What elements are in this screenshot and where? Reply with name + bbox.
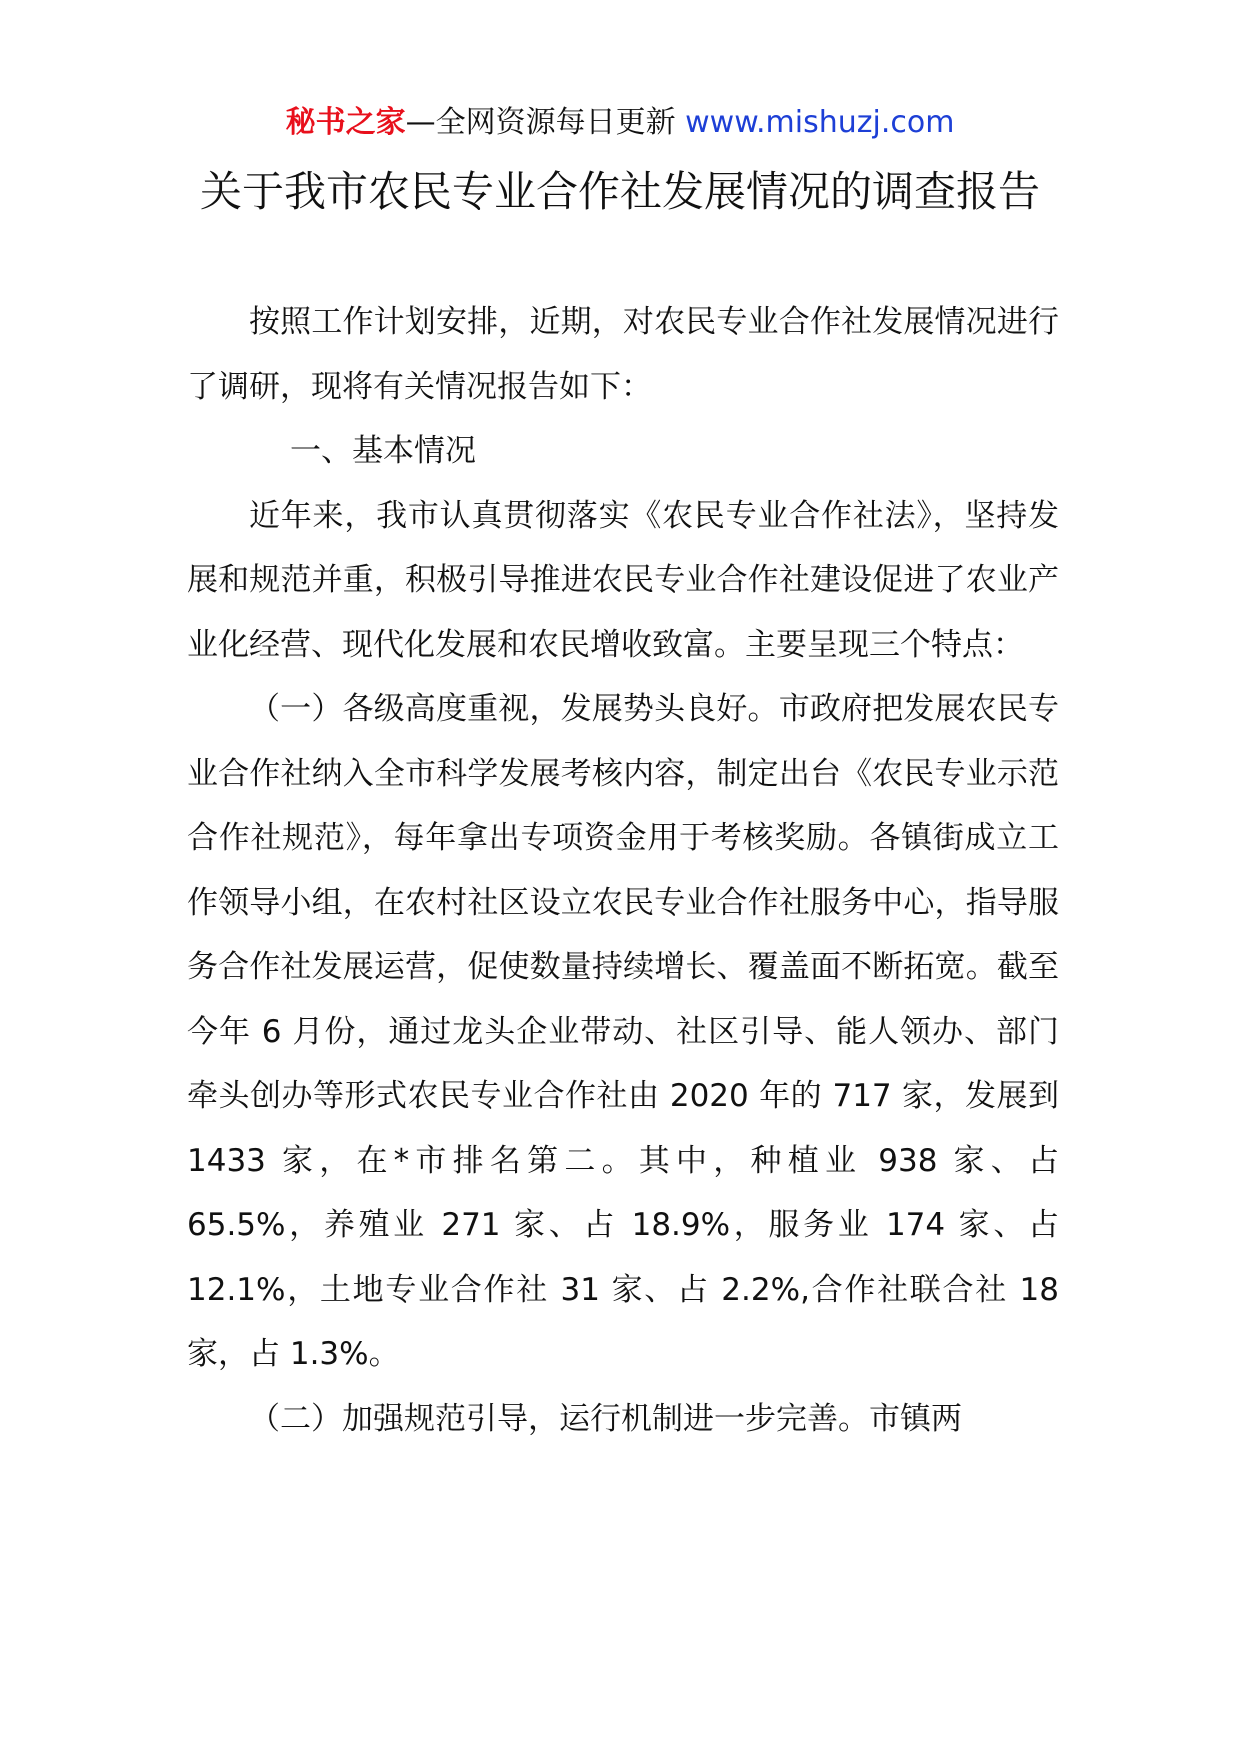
intro-paragraph: 按照工作计划安排，近期，对农民专业合作社发展情况进行了调研，现将有关情况报告如下：	[187, 304, 1059, 405]
document-title: 关于我市农民专业合作社发展情况的调查报告	[199, 167, 1040, 216]
section-heading-basic-situation: 一、基本情况	[290, 433, 476, 469]
point2-paragraph: （二）加强规范引导，运行机制进一步完善。市镇两	[249, 1400, 962, 1437]
point1-paragraph: （一）各级高度重视，发展势头良好。市政府把发展农民专业合作社纳入全市科学发展考核内容，制定出台《农民专业示范合作社规范》，每年拿出专项资金用于考核奖励。各镇街成立工作领导小组，在农村社区设立农民专业合作社服务中心，指导服务合作社发展运营，促使数量持续增长、覆盖面不断拓宽。截至今年 6 月份，通过龙头企业带动、社区引导、能人领办、部门牵头创办等形式农民专业合作社由 2020 年的 717 家，发展到 1433 家，在*市排名第二。其中，种植业 938 家、占 65.5%，养殖业 271 家、占 18.9%，服务业 174 家、占 12.1%，土地专业合作社 31 家、占 2.2%,合作社联合社 18 家，占 1.3%。	[187, 691, 1059, 1372]
site-url-link[interactable]: www.mishuzj.com	[685, 105, 955, 140]
section1-paragraph: 近年来，我市认真贯彻落实《农民专业合作社法》，坚持发展和规范并重，积极引导推进农民专业合作社建设促进了农业产业化经营、现代化发展和农民增收致富。主要呈现三个特点：	[187, 497, 1059, 663]
document-body	[187, 290, 1059, 1451]
site-name: 秘书之家	[285, 105, 406, 140]
site-header	[0, 100, 1240, 146]
site-slogan: —全网资源每日更新	[405, 105, 676, 140]
